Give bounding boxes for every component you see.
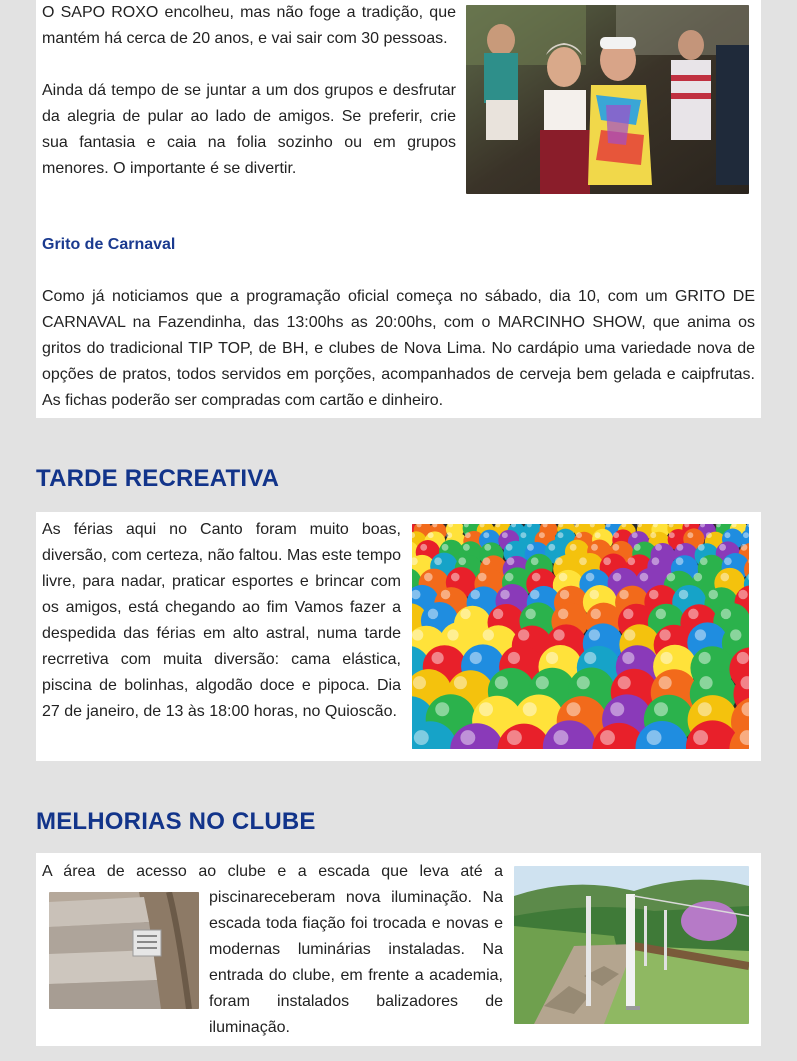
carnaval-text-top [42, 0, 456, 182]
entrance-bollards-photo [514, 866, 749, 1024]
tarde-text [42, 517, 401, 725]
grito-subheading: Grito de Carnaval [42, 236, 176, 253]
carnaval-text-bottom [42, 232, 755, 414]
tarde-card [36, 512, 761, 761]
carnaval-para-1: O SAPO ROXO encolheu, mas não foge a tradição, que mantém há cerca de 20 anos, e vai sair com 30 pessoas. [42, 4, 456, 47]
tarde-para: As férias aqui no Canto foram muito boas, diversão, com certeza, não faltou. Mas este tempo livre, para nadar, praticar esportes e brincar com os amigos, está chegando ao fim Vamos fazer a despedida das férias em alto astral, numa tarde recrretiva com muita diversão: cama elástica, piscina de bolinhas, algodão doce e pipoca. Dia 27 de janeiro, de 13 às 18:00 horas, no Quioscão. [42, 521, 401, 720]
melhorias-card [36, 853, 761, 1046]
melhorias-heading: MELHORIAS NO CLUBE [36, 808, 316, 835]
carnaval-para-2: Ainda dá tempo de se juntar a um dos grupos e desfrutar da alegria de pular ao lado de amigos. Se preferir, crie sua fantasia e caia na folia sozinho ou em grupos menores. O importante é se divertir. [42, 82, 456, 177]
tarde-heading: TARDE RECREATIVA [36, 465, 280, 492]
carnaval-card [36, 0, 761, 418]
carnival-couple-photo [466, 5, 749, 194]
stairs-photo [49, 892, 199, 1009]
melhorias-para: piscinareceberam nova iluminação. Na escada toda fiação foi trocada e novas e modernas luminárias instaladas. Na entrada do clube, em frente a academia, foram instalados balizadores de iluminação. [209, 889, 503, 1036]
carnaval-para-3: Como já noticiamos que a programação oficial começa no sábado, dia 10, com um GRITO DE CARNAVAL na Fazendinha, das 13:00hs as 20:00hs, com o MARCINHO SHOW, que anima os gritos do tradicional TIP TOP, de BH, e clubes de Nova Lima. No cardápio uma variedade nova de opções de pratos, todos servidos em porções, acompanhados de cerveja bem gelada e caipfrutas. As fichas poderão ser compradas com cartão e dinheiro. [42, 288, 755, 409]
ball-pit-photo [412, 524, 749, 749]
melhorias-line-1: A área de acesso ao clube e a escada que leva até a [42, 863, 503, 880]
